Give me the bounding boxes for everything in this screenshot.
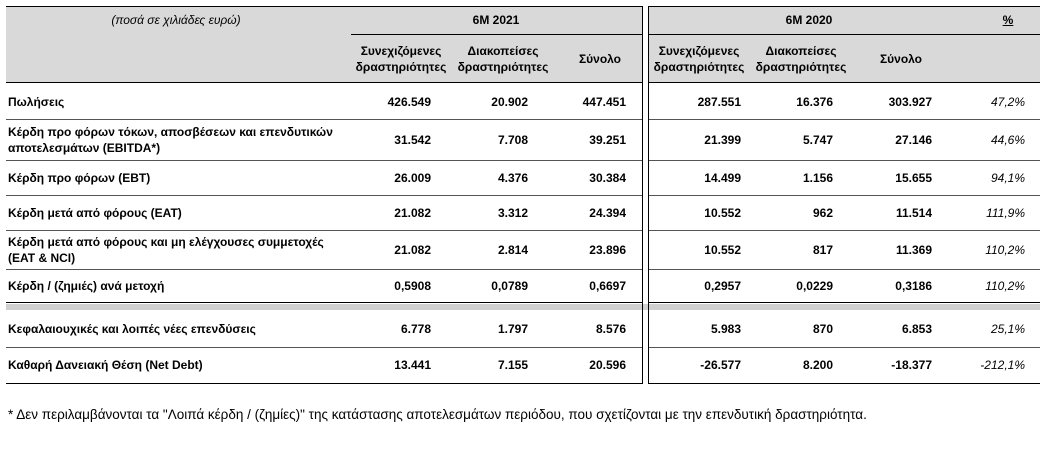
- value-cell: 30.384: [589, 171, 626, 185]
- value-cell: 10.552: [704, 206, 741, 220]
- rule: [6, 82, 642, 83]
- col-continuing-2021: Συνεχιζόμενες δραστηριότητες: [355, 44, 447, 74]
- value-cell: 7.708: [497, 133, 528, 147]
- row-label: Κέρδη μετά από φόρους και μη ελέγχουσες συμμετοχές (EAT & NCI): [8, 235, 324, 265]
- pct-cell: 110,2%: [985, 279, 1025, 293]
- table-row: [6, 270, 1040, 302]
- value-cell: 11.514: [895, 206, 932, 220]
- value-cell: 31.542: [394, 133, 431, 147]
- value-cell: 0,2957: [704, 279, 741, 293]
- row-label: Καθαρή Δανειακή Θέση (Net Debt): [8, 358, 203, 372]
- row-label: Κέρδη / (ζημιές) ανά μετοχή: [8, 279, 165, 293]
- value-cell: 20.902: [491, 95, 528, 109]
- value-cell: -18.377: [891, 358, 932, 372]
- value-cell: 16.376: [796, 95, 833, 109]
- value-cell: 4.376: [497, 171, 528, 185]
- value-cell: 5.747: [802, 133, 833, 147]
- row-label: Κέρδη μετά από φόρους (EAT): [8, 206, 182, 220]
- value-cell: 817: [812, 243, 833, 257]
- value-cell: 21.399: [704, 133, 741, 147]
- value-cell: 24.394: [589, 206, 626, 220]
- col-continuing-2020: Συνεχιζόμενες δραστηριότητες: [653, 44, 745, 74]
- row-label: Κέρδη προ φόρων (EBT): [8, 171, 151, 185]
- value-cell: 11.369: [895, 243, 932, 257]
- value-cell: 23.896: [589, 243, 626, 257]
- value-cell: 8.576: [595, 322, 626, 336]
- table-row: [6, 196, 1040, 230]
- rule: [648, 6, 1040, 7]
- col-total-2021: Σύνολο: [578, 52, 622, 66]
- table-row: [6, 231, 1040, 269]
- value-cell: 10.552: [704, 243, 741, 257]
- pct-cell: 25,1%: [990, 322, 1025, 336]
- value-cell: 1.156: [802, 171, 833, 185]
- pct-cell: -212,1%: [980, 358, 1025, 372]
- value-cell: 1.797: [497, 322, 528, 336]
- value-cell: 20.596: [589, 358, 626, 372]
- rule: [6, 383, 642, 384]
- rule: [648, 6, 649, 384]
- row-label: Πωλήσεις: [8, 95, 65, 109]
- pct-cell: 94,1%: [990, 171, 1025, 185]
- period-2021: 6M 2021: [472, 13, 520, 27]
- value-cell: 21.082: [394, 243, 431, 257]
- value-cell: 447.451: [582, 95, 626, 109]
- col-discontinued-2021: Διακοπείσες δραστηριότητες: [457, 44, 549, 74]
- value-cell: 7.155: [497, 358, 528, 372]
- table-row: [6, 85, 1040, 119]
- table-row: [6, 348, 1040, 382]
- value-cell: 0,5908: [394, 279, 431, 293]
- row-label: Κέρδη προ φόρων τόκων, αποσβέσεων και επενδυτικών αποτελεσμάτων (EBITDA*): [8, 125, 333, 155]
- row-label: Κεφαλαιουχικές και λοιπές νέες επενδύσεις: [8, 322, 256, 336]
- value-cell: 14.499: [704, 171, 741, 185]
- value-cell: -26.577: [700, 358, 741, 372]
- rule: [6, 6, 642, 7]
- table-row: [6, 120, 1040, 160]
- rule: [351, 34, 642, 35]
- unit-note: (ποσά σε χιλιάδες ευρώ): [111, 13, 241, 27]
- footnote: * Δεν περιλαμβάνονται τα "Λοιπά κέρδη / (ζημίες)" της κατάστασης αποτελεσμάτων περιόδου, που σχετίζονται με την επενδυτική δραστηριότητα.: [8, 407, 867, 422]
- header-row-columns: [6, 36, 1040, 82]
- pct-cell: 110,2%: [985, 243, 1025, 257]
- period-2020: 6M 2020: [785, 13, 833, 27]
- value-cell: 6.778: [400, 322, 431, 336]
- value-cell: 8.200: [802, 358, 833, 372]
- value-cell: 303.927: [888, 95, 932, 109]
- value-cell: 15.655: [895, 171, 932, 185]
- pct-cell: 111,9%: [986, 206, 1025, 220]
- value-cell: 2.814: [497, 243, 528, 257]
- value-cell: 0,6697: [589, 279, 626, 293]
- col-total-2020: Σύνολο: [879, 52, 923, 66]
- pct-label: %: [1002, 13, 1014, 27]
- rule: [642, 6, 643, 384]
- header-row-periods: [6, 6, 1040, 34]
- value-cell: 3.312: [497, 206, 528, 220]
- value-cell: 39.251: [589, 133, 626, 147]
- value-cell: 21.082: [394, 206, 431, 220]
- table-row: [6, 311, 1040, 347]
- value-cell: 287.551: [697, 95, 741, 109]
- section-separator: [6, 304, 1040, 310]
- value-cell: 0,0229: [796, 279, 833, 293]
- value-cell: 0,0789: [491, 279, 528, 293]
- value-cell: 6.853: [901, 322, 932, 336]
- value-cell: 13.441: [394, 358, 431, 372]
- value-cell: 26.009: [394, 171, 431, 185]
- pct-cell: 47,2%: [990, 95, 1025, 109]
- value-cell: 0,3186: [895, 279, 932, 293]
- rule: [648, 34, 1040, 35]
- rule: [648, 302, 1040, 303]
- value-cell: 5.983: [710, 322, 741, 336]
- rule: [6, 302, 642, 303]
- rule: [648, 383, 1040, 384]
- rule: [648, 82, 1040, 83]
- pct-cell: 44,6%: [990, 133, 1025, 147]
- value-cell: 962: [812, 206, 833, 220]
- value-cell: 426.549: [387, 95, 431, 109]
- table-row: [6, 161, 1040, 195]
- value-cell: 870: [812, 322, 833, 336]
- value-cell: 27.146: [895, 133, 932, 147]
- col-discontinued-2020: Διακοπείσες δραστηριότητες: [755, 44, 847, 74]
